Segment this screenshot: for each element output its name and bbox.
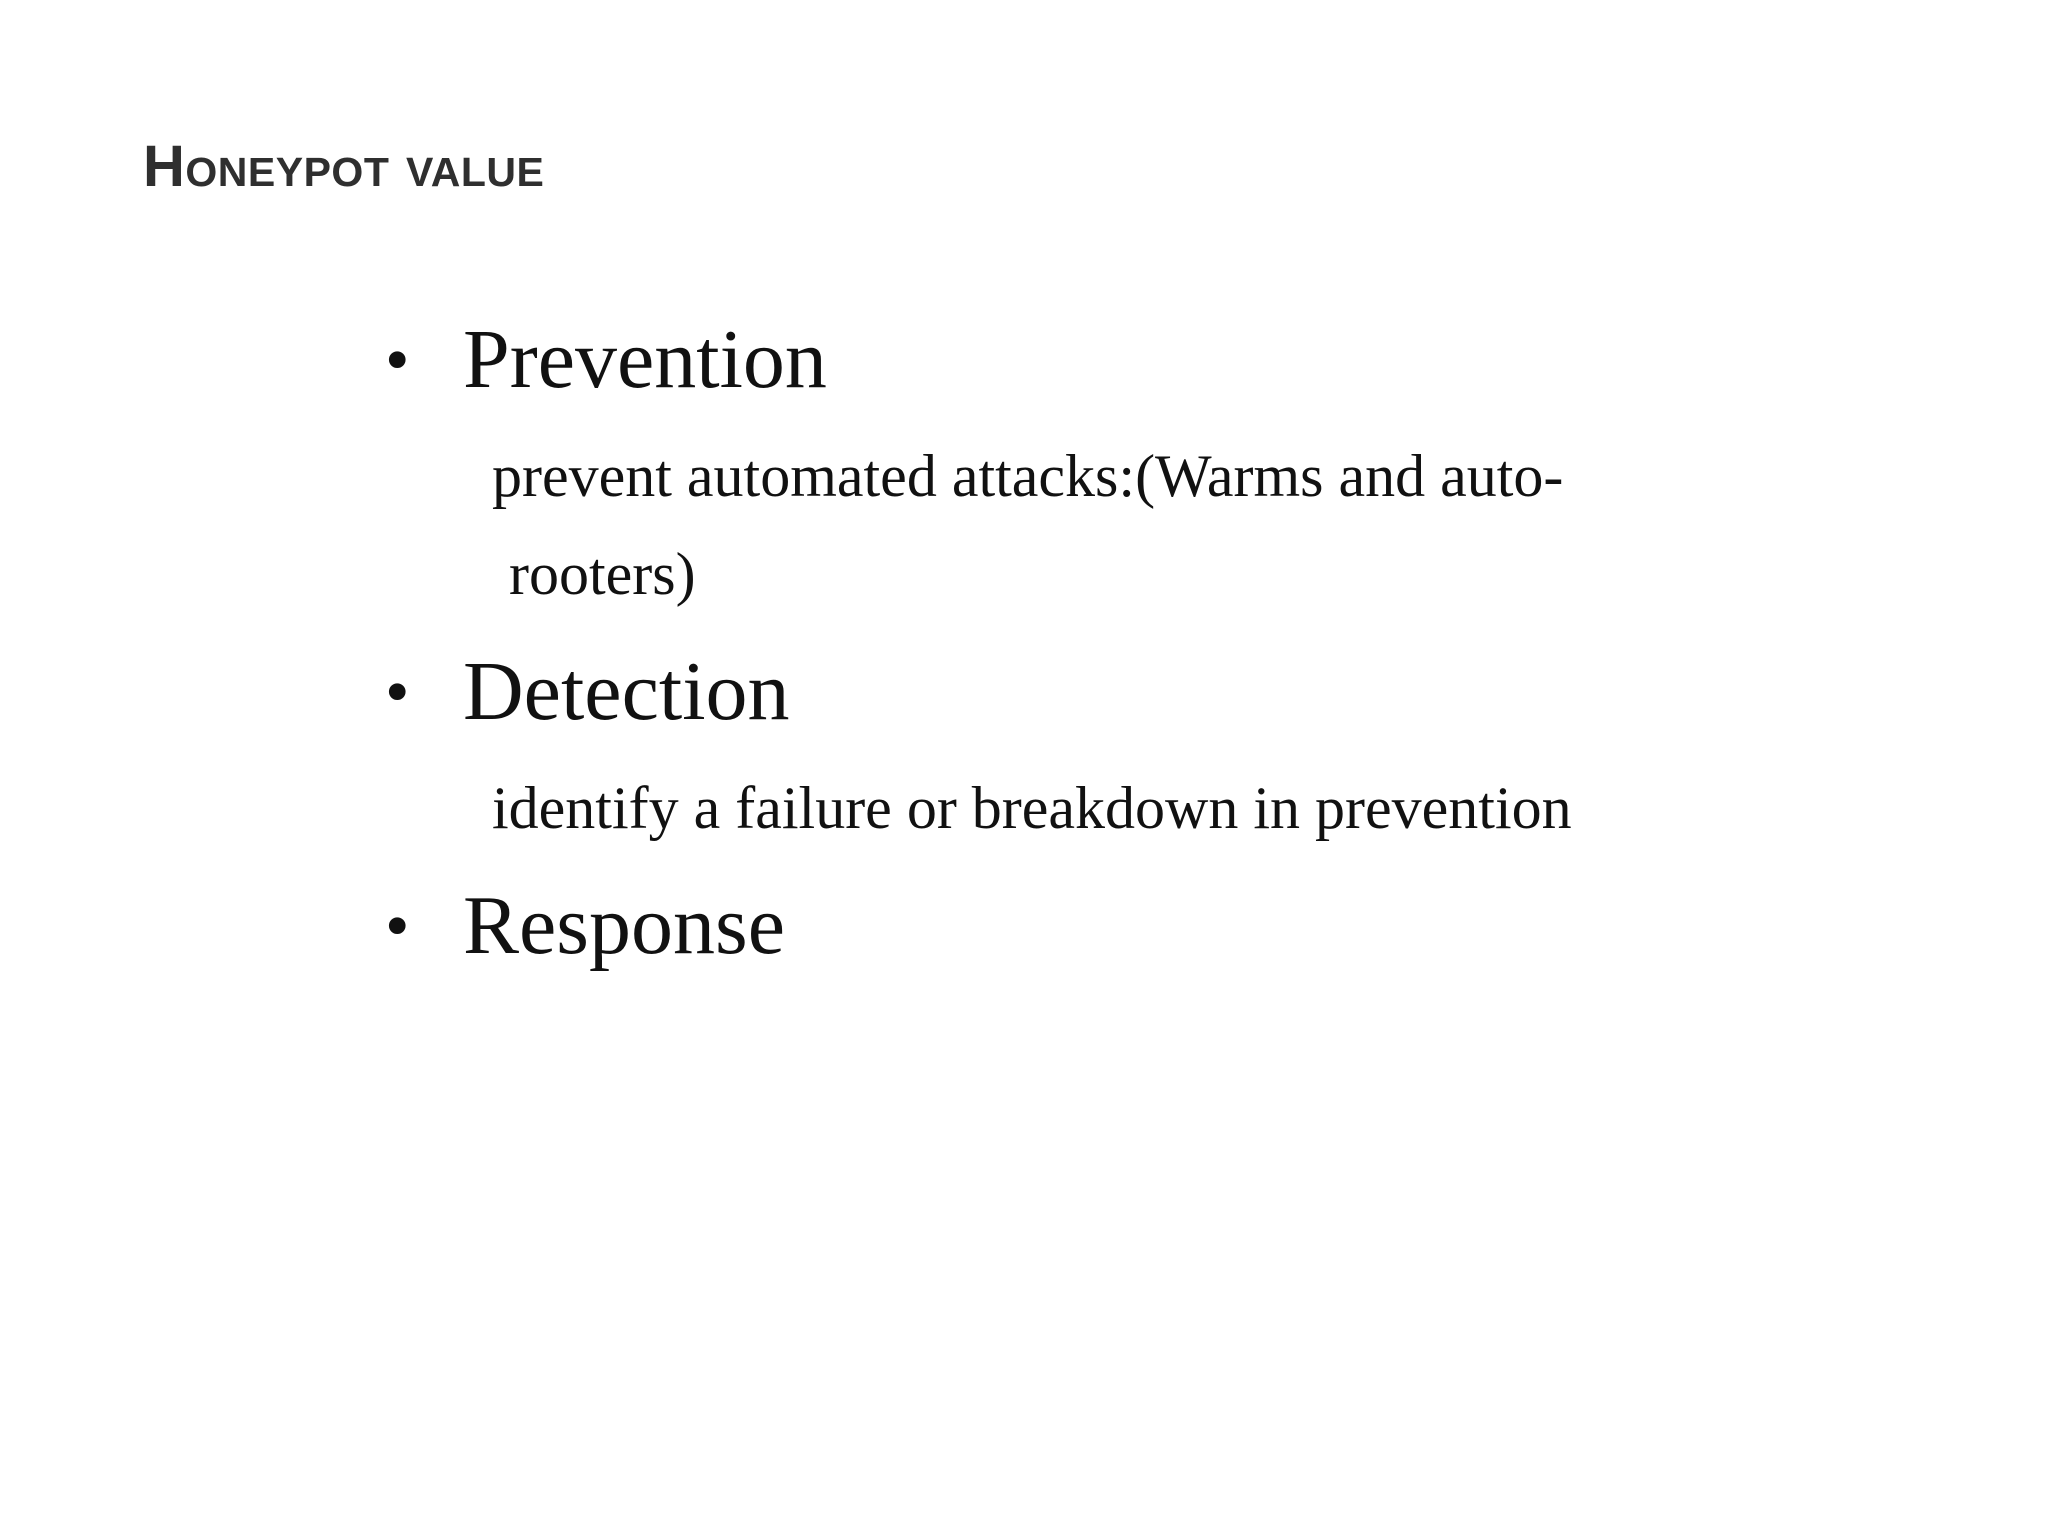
bullet-label-detection: Detection [463,645,790,738]
bullet-icon: • [385,322,410,399]
detail-prevention-line-1: prevent automated attacks:(Warms and auto- [492,443,1564,509]
bullet-label-response: Response [463,879,785,972]
slide-title: Honeypot value [143,134,545,199]
detail-detection-line-1: identify a failure or breakdown in prevention [492,775,1572,841]
bullet-item-detection [385,645,790,738]
bullet-icon: • [385,654,410,731]
detail-prevention-line-2: rooters) [509,541,696,607]
bullet-label-prevention: Prevention [463,313,827,406]
bullet-icon: • [385,888,410,965]
bullet-item-response [385,879,785,972]
bullet-item-prevention [385,313,827,406]
